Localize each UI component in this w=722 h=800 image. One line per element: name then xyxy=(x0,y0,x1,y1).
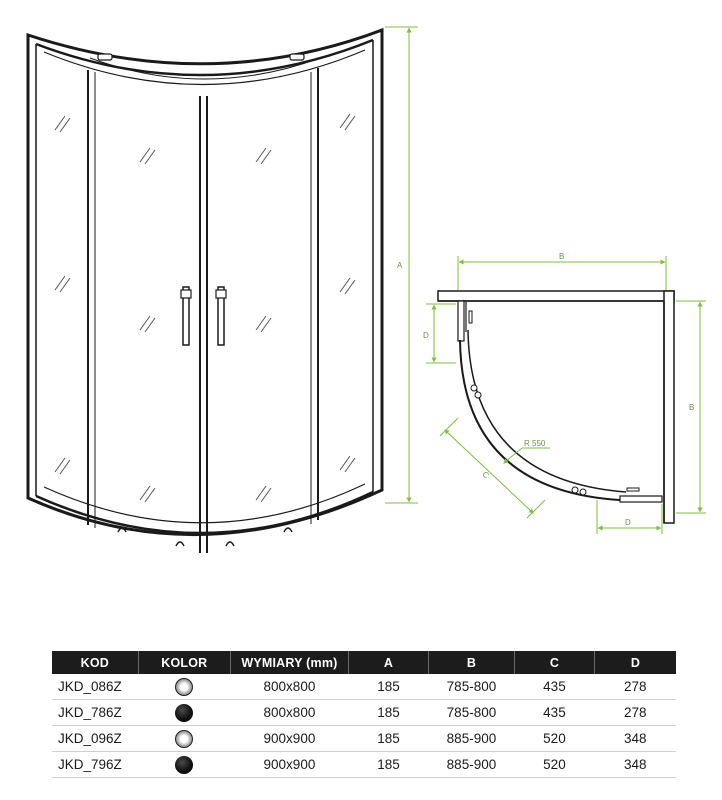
left-door-handle xyxy=(181,287,191,345)
cell-kod: JKD_086Z xyxy=(52,674,138,700)
chrome-color-swatch xyxy=(175,730,193,748)
cell-b: 785-800 xyxy=(428,674,514,700)
cell-wymiary: 800x800 xyxy=(230,674,348,700)
cell-b: 885-900 xyxy=(428,752,514,778)
cell-kolor xyxy=(138,752,230,778)
cell-c: 435 xyxy=(514,674,594,700)
cell-a: 185 xyxy=(348,700,428,726)
header-wymiary: WYMIARY (mm) xyxy=(230,651,348,674)
cell-d: 348 xyxy=(594,726,676,752)
cell-kolor xyxy=(138,674,230,700)
cell-kod: JKD_096Z xyxy=(52,726,138,752)
cell-a: 185 xyxy=(348,752,428,778)
cell-d: 278 xyxy=(594,700,676,726)
cell-c: 520 xyxy=(514,726,594,752)
dimension-c xyxy=(440,418,545,518)
dimension-a-label: A xyxy=(397,261,403,270)
table-row xyxy=(52,674,676,700)
header-d: D xyxy=(594,651,676,674)
front-frame-outline xyxy=(28,30,382,535)
chrome-color-swatch xyxy=(175,678,193,696)
side-wall xyxy=(664,291,674,523)
table-row xyxy=(52,726,676,752)
black-color-swatch xyxy=(175,704,193,722)
curved-inner-glass xyxy=(468,330,626,492)
top-rail xyxy=(36,40,373,75)
radius-label: R 550 xyxy=(524,439,546,448)
bottom-rail xyxy=(36,492,373,533)
cell-d: 278 xyxy=(594,674,676,700)
dimension-b-top xyxy=(458,256,666,290)
right-door-handle xyxy=(216,287,226,345)
cell-wymiary: 900x900 xyxy=(230,726,348,752)
cell-kolor xyxy=(138,700,230,726)
cell-c: 520 xyxy=(514,752,594,778)
dimension-d-left xyxy=(426,304,456,363)
cell-b: 885-900 xyxy=(428,726,514,752)
dimension-d-left-label: D xyxy=(423,331,429,340)
table-row xyxy=(52,700,676,726)
cell-a: 185 xyxy=(348,726,428,752)
dimension-d-bottom-label: D xyxy=(625,518,631,527)
cell-kod: JKD_796Z xyxy=(52,752,138,778)
dimension-d-bottom xyxy=(597,500,662,534)
back-wall xyxy=(438,291,674,301)
header-a: A xyxy=(348,651,428,674)
black-color-swatch xyxy=(175,756,193,774)
cell-a: 185 xyxy=(348,674,428,700)
radius-leader xyxy=(505,448,550,462)
header-c: C xyxy=(514,651,594,674)
plan-view xyxy=(438,291,674,523)
cell-wymiary: 800x800 xyxy=(230,700,348,726)
table-row xyxy=(52,752,676,778)
dimension-c-label: C xyxy=(480,469,491,481)
dimension-b-right-label: B xyxy=(689,403,695,412)
cell-c: 435 xyxy=(514,700,594,726)
header-b: B xyxy=(428,651,514,674)
header-kolor: KOLOR xyxy=(138,651,230,674)
cell-wymiary: 900x900 xyxy=(230,752,348,778)
dimension-b-top-label: B xyxy=(559,252,565,261)
front-view xyxy=(28,30,382,553)
header-kod: KOD xyxy=(52,651,138,674)
cell-kolor xyxy=(138,726,230,752)
glass-hatching xyxy=(55,114,355,502)
cell-d: 348 xyxy=(594,752,676,778)
table-header-row xyxy=(52,651,676,674)
cell-b: 785-800 xyxy=(428,700,514,726)
cell-kod: JKD_786Z xyxy=(52,700,138,726)
spec-table xyxy=(52,651,676,778)
